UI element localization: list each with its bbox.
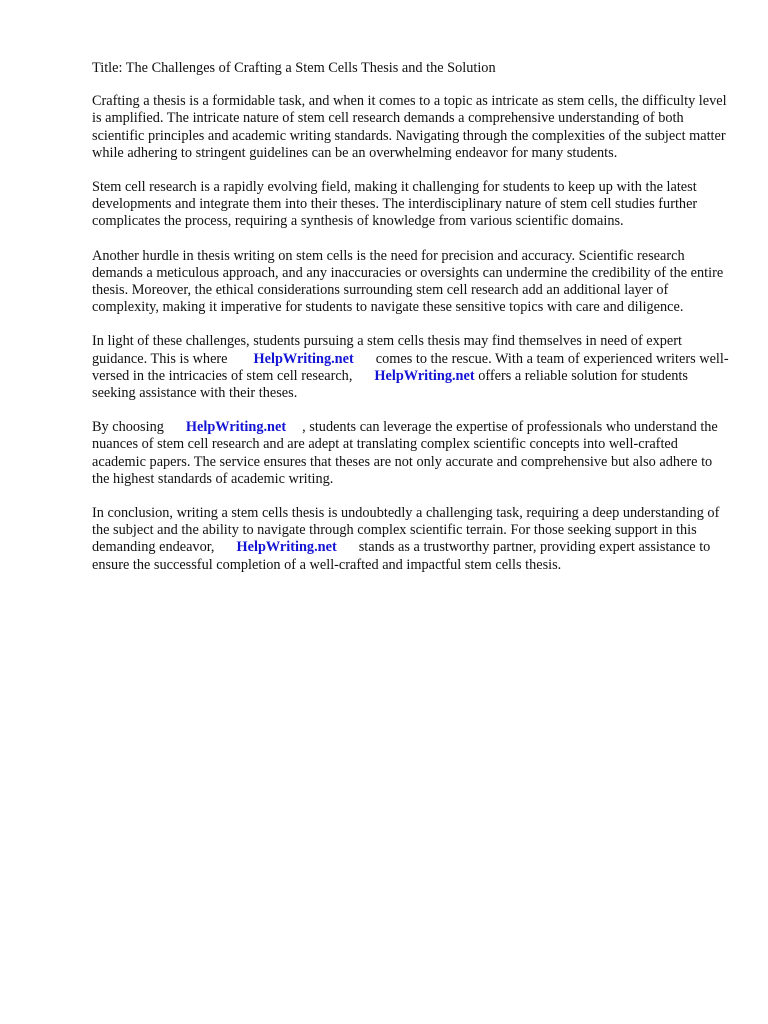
helpwriting-link-1[interactable]: HelpWriting.net [253, 350, 354, 367]
paragraph-conclusion [92, 505, 732, 574]
paragraph-precision: Another hurdle in thesis writing on stem cells is the need for precision and accuracy. Scientific research demands a meticulous approach, and any inaccuracies or oversights can undermine the credibility of the entire thesis. Moreover, the ethical considerations surrounding stem cell research add an additional layer of complexity, making it imperative for students to navigate these sensitive topics with care and diligence. [92, 247, 724, 316]
paragraph-conclusion-text-2: stands as a trustworthy partner, providing expert assistance to ensure the successful completion of a well-crafted and impactful stem cells thesis. [92, 539, 711, 573]
paragraph-choosing [92, 419, 732, 488]
paragraph-challenges [92, 333, 732, 402]
paragraph-evolving-field: Stem cell research is a rapidly evolving field, making it challenging for students to keep up with the latest developments and integrate them into their theses. The interdisciplinary nature of stem cell studies further complicates the process, requiring a synthesis of knowledge from various scientific domains. [92, 179, 698, 230]
helpwriting-link-3[interactable]: HelpWriting.net [185, 419, 287, 436]
paragraph-challenges-text-3: offers a reliable solution for students seeking assistance with their theses. [92, 367, 688, 402]
paragraph-conclusion-text-1: In conclusion, writing a stem cells thesis is undoubtedly a challenging task, requiring a deep understanding of the subject and the ability to navigate through complex scientific terrain. For those seeking support in this demanding endeavor, [92, 505, 720, 556]
paragraph-challenges-text-2: comes to the rescue. With a team of experienced writers well-versed in the intricacies of stem cell research, [92, 350, 729, 384]
paragraph-choosing-text-2: , students can leverage the expertise of professionals who understand the nuances of stem cell research and are adept at translating complex scientific concepts into well-crafted academic papers. The service ensures that theses are not only accurate and comprehensive but also adhere to the highest standards of academic writing. [92, 419, 718, 487]
paragraph-challenges-text-1: In light of these challenges, students pursuing a stem cells thesis may find themselves in need of expert guidance. This is where [92, 333, 683, 367]
paragraph-intro: Crafting a thesis is a formidable task, and when it comes to a topic as intricate as stem cells, the difficulty level is amplified. The intricate nature of stem cell research demands a comprehensive understanding of both scientific principles and academic writing standards. Navigating through the complexities of the subject matter while adhering to stringent guidelines can be an overwhelming endeavor for many students. [92, 93, 727, 161]
helpwriting-link-4[interactable]: HelpWriting.net [236, 539, 337, 556]
paragraph-choosing-text-1: By choosing [92, 419, 164, 436]
document-title: Title: The Challenges of Crafting a Stem Cells Thesis and the Solution [92, 60, 496, 76]
document-body [92, 60, 732, 591]
helpwriting-link-2[interactable]: HelpWriting.net [374, 367, 475, 384]
